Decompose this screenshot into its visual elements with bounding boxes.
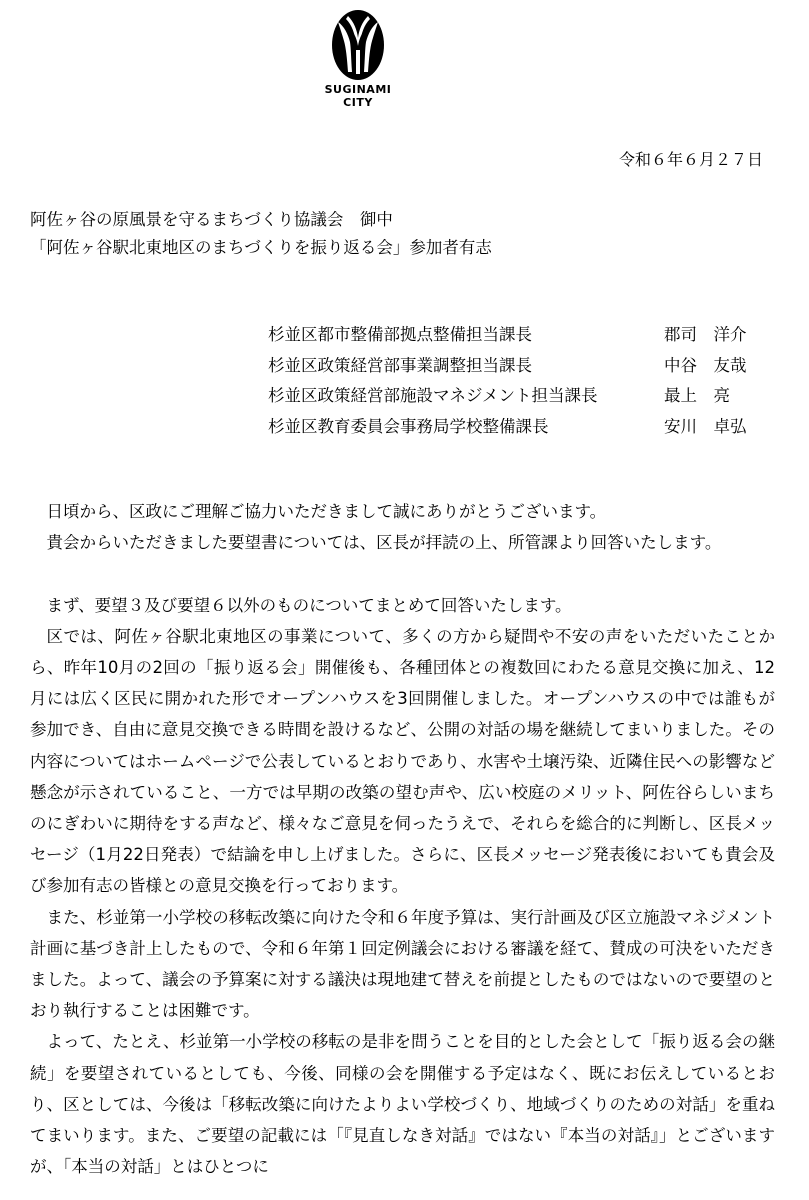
paragraph-dialogue-history: 区では、阿佐ヶ谷駅北東地区の事業について、多くの方から疑問や不安の声をいただいたことから、昨年10月の2回の「振り返る会」開催後も、各種団体との複数回にわたる意見交換に加え、12月には広く区民に開かれた形でオープンハウスを3回開催しました。オープンハウスの中では誰もが参加でき、自由に意見交換できる時間を設けるなど、公開の対話の場を継続してまいりました。その内容についてはホームページで公表しているとおりであり、水害や土壌汚染、近隣住民への影響など懸念が示されていること、一方では早期の改築の望む声や、広い校庭のメリット、阿佐谷らしいまちのにぎわいに期待をする声など、様々なご意見を伺ったうえで、それらを総合的に判断し、区長メッセージ（1月22日発表）で結論を申し上げました。さらに、区長メッセージ発表後においても貴会及び参加有志の皆様との意見交換を行っております。 — [30, 626, 775, 896]
sender-title: 杉並区政策経営部事業調整担当課長 — [268, 355, 532, 375]
city-logo — [322, 8, 394, 118]
sender-title: 杉並区政策経営部施設マネジメント担当課長 — [268, 386, 598, 406]
sender-title: 杉並区教育委員会事務局学校整備課長 — [268, 416, 549, 436]
paragraph-intro-answer: まず、要望３及び要望６以外のものについてまとめて回答いたします。 — [46, 595, 572, 615]
paragraph-greeting: 日頃から、区政にご理解ご協力いただきまして誠にありがとうございます。 — [46, 502, 607, 521]
letter-body — [30, 496, 775, 1182]
paragraph-spacer — [30, 558, 775, 589]
paragraph-conclusion: よって、たとえ、杉並第一小学校の移転の是非を問うことを目的とした会として「振り返る会の継続」を要望されているとしても、今後、同様の会を開催する予定はなく、既にお伝えしているとおり、区としては、今後は「移転改築に向けたよりよい学校づくり、地域づくりのための対話」を重ねてまいります。また、ご要望の記載には「『見直しなき対話』ではない『本当の対話』」とございますが、「本当の対話」とはひとつに — [30, 1032, 775, 1177]
sender-name: 中谷 友哉 — [664, 355, 747, 375]
suginami-city-emblem-icon — [330, 8, 386, 82]
logo-text-city: CITY — [343, 96, 373, 109]
addressee-block — [30, 206, 492, 262]
paragraph-budget: また、杉並第一小学校の移転改築に向けた令和６年度予算は、実行計画及び区立施設マネジメント計画に基づき計上したもので、令和６年第１回定例議会における審議を経て、賛成の可決をいただきました。よって、議会の予算案に対する議決は現地建て替えを前提としたものではないので要望のとおり執行することは困難です。 — [30, 907, 775, 1021]
sender-name: 郡司 洋介 — [664, 325, 747, 344]
sender-name: 最上 亮 — [664, 386, 730, 406]
paragraph-request-received: 貴会からいただきました要望書については、区長が拝読の上、所管課より回答いたします。 — [46, 533, 722, 553]
addressee-line-2: 「阿佐ヶ谷駅北東地区のまちづくりを振り返る会」参加者有志 — [30, 238, 492, 257]
sender-title: 杉並区都市整備部拠点整備担当課長 — [268, 325, 532, 344]
sender-name: 安川 卓弘 — [664, 416, 747, 436]
addressee-line-1: 阿佐ヶ谷の原風景を守るまちづくり協議会 御中 — [30, 210, 393, 229]
document-date: 令和６年６月２７日 — [618, 150, 763, 169]
logo-text-suginami: SUGINAMI — [324, 83, 392, 96]
